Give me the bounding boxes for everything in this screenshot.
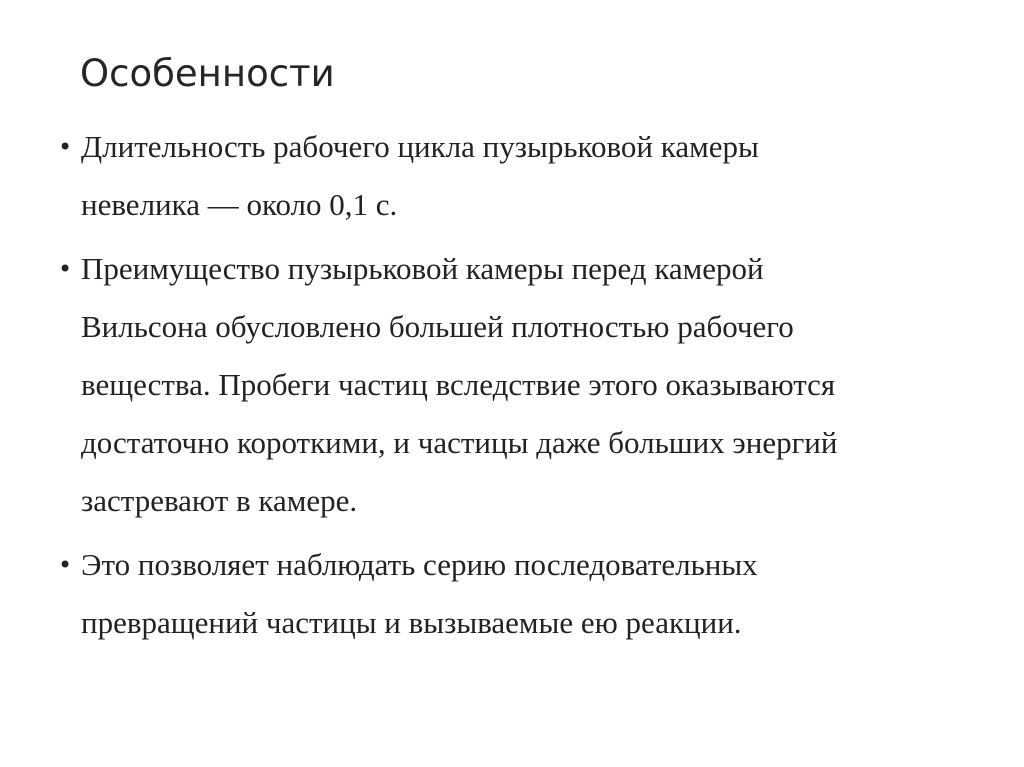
bullet-icon: • xyxy=(58,551,73,579)
bullet-text-observation: Это позволяет наблюдать серию последовательных превращений частицы и вызываемые ею реакции. xyxy=(81,547,758,640)
bullet-icon: • xyxy=(58,255,73,283)
bullet-item-duration xyxy=(58,118,958,234)
slide-title: Особенности xyxy=(80,52,335,95)
bullet-item-advantage xyxy=(58,240,958,530)
bullet-text-advantage: Преимущество пузырьковой камеры перед камерой Вильсона обусловлено большей плотностью рабочего вещества. Пробеги частиц вследствие этого оказываются достаточно короткими, и частицы даже больших энергий застревают в камере. xyxy=(81,251,838,518)
bullet-icon: • xyxy=(58,133,73,161)
bullet-item-observation xyxy=(58,536,958,652)
bullet-list xyxy=(58,118,958,658)
bullet-text-duration: Длительность рабочего цикла пузырьковой камеры невелика — около 0,1 с. xyxy=(81,129,759,222)
